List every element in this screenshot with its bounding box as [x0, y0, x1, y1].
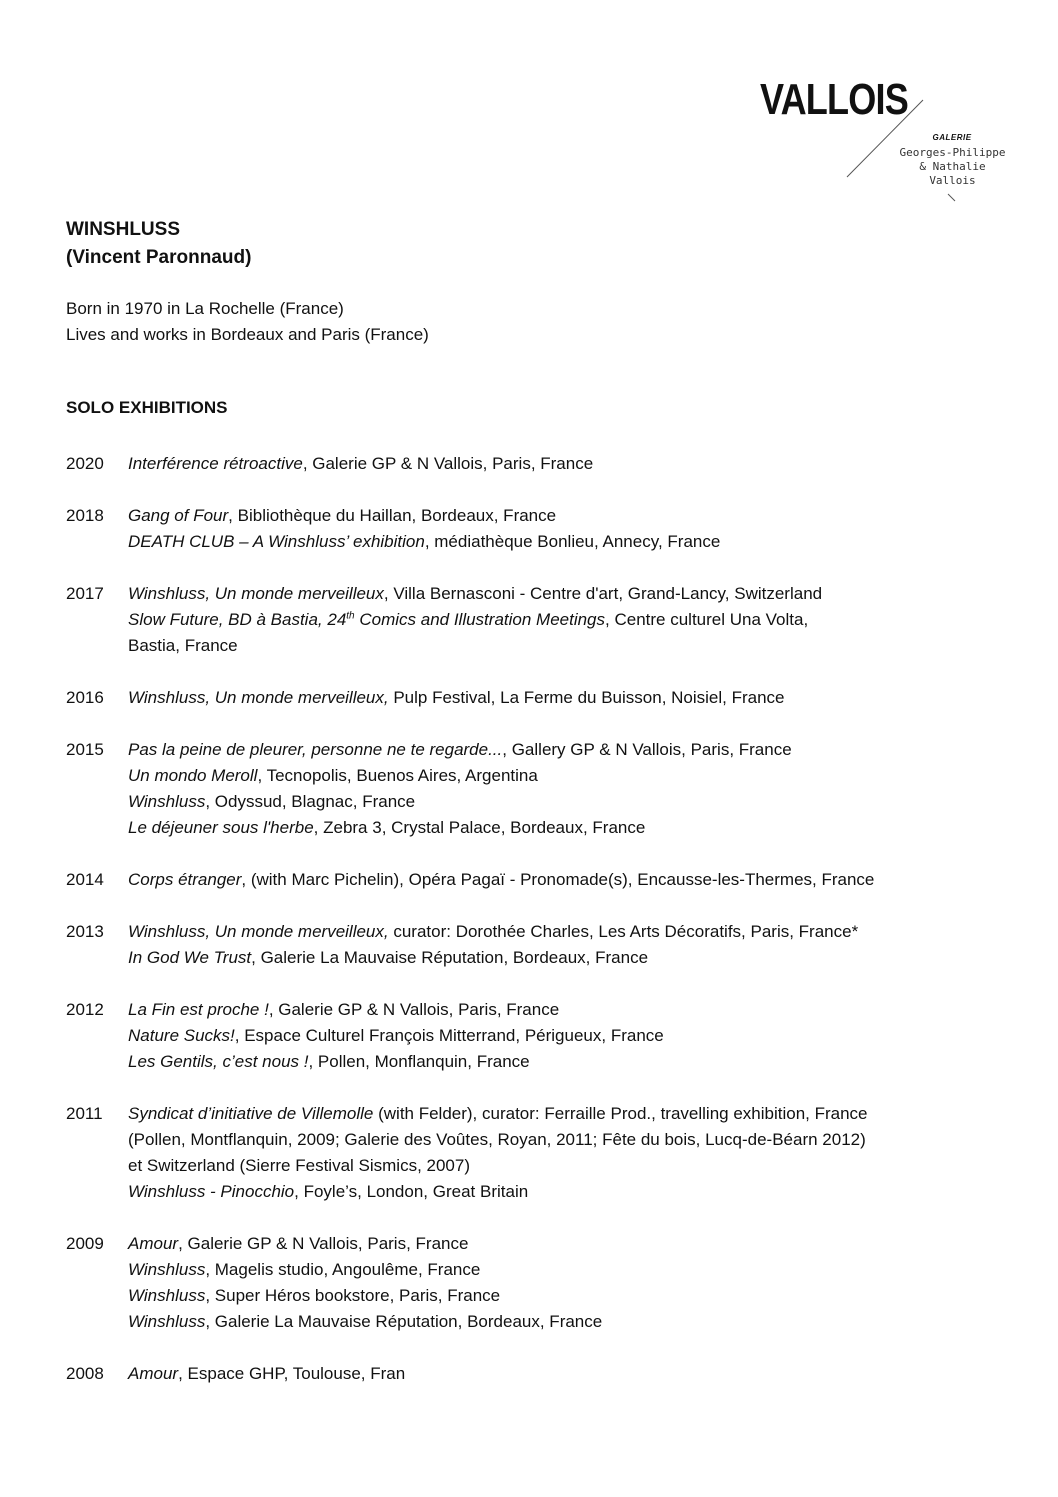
exhibition-details: , Espace GHP, Toulouse, Fran — [178, 1364, 406, 1383]
logo-diagonal-lines — [760, 75, 960, 208]
exhibition-details: , Pollen, Monflanquin, France — [308, 1052, 530, 1071]
exhibition-details: Bastia, France — [128, 636, 238, 655]
exhibition-title: La Fin est proche ! — [128, 1000, 269, 1019]
exhibition-title: In God We Trust — [128, 948, 252, 967]
exhibition-details: , Galerie La Mauvaise Réputation, Bordeaux, France — [251, 948, 649, 967]
logo-line: Georges-Philippe — [899, 146, 1006, 159]
exhibition-details: , Zebra 3, Crystal Palace, Bordeaux, France — [313, 818, 646, 837]
exhibition-details: curator: Dorothée Charles, Les Arts Décoratifs, Paris, France* — [388, 922, 859, 941]
artist-lives: Lives and works in Bordeaux and Paris (France) — [66, 325, 429, 344]
exhibition-year-group — [66, 997, 1036, 1075]
exhibition-item — [128, 1361, 1036, 1387]
exhibition-year: 2017 — [66, 584, 104, 603]
exhibition-item — [128, 789, 1036, 815]
exhibition-item — [128, 763, 1036, 789]
exhibition-item — [128, 867, 1036, 893]
exhibition-title: Syndicat d’initiative de Villemolle — [128, 1104, 374, 1123]
exhibition-year-group — [66, 503, 1036, 555]
artist-born: Born in 1970 in La Rochelle (France) — [66, 299, 344, 318]
exhibition-lines — [128, 1361, 1036, 1387]
exhibition-lines — [128, 737, 1036, 841]
exhibition-lines — [128, 1231, 1036, 1335]
exhibition-item — [128, 607, 1036, 633]
exhibition-title: DEATH CLUB – A Winshluss’ exhibition — [128, 532, 425, 551]
exhibition-title: Amour — [128, 1364, 179, 1383]
exhibition-details: , Galerie GP & N Vallois, Paris, France — [268, 1000, 560, 1019]
exhibition-title: Interférence rétroactive — [128, 454, 303, 473]
exhibition-title: Pas la peine de pleurer, personne ne te regarde... — [128, 740, 503, 759]
exhibition-item — [128, 1283, 1036, 1309]
exhibition-item — [128, 737, 1036, 763]
exhibition-details: , Gallery GP & N Vallois, Paris, France — [502, 740, 792, 759]
exhibition-item — [128, 1257, 1036, 1283]
exhibition-year: 2018 — [66, 506, 104, 525]
exhibition-title: Amour — [128, 1234, 179, 1253]
exhibition-item — [128, 1179, 1036, 1205]
logo-gallery-names — [895, 146, 1010, 188]
exhibition-title: Winshluss - Pinocchio — [128, 1182, 295, 1201]
exhibition-details: Pulp Festival, La Ferme du Buisson, Noisiel, France — [388, 688, 785, 707]
exhibition-lines — [128, 997, 1036, 1075]
exhibition-title: Slow Future, BD à Bastia, 24 — [128, 610, 347, 629]
exhibition-details: , Galerie GP & N Vallois, Paris, France — [178, 1234, 469, 1253]
exhibition-lines — [128, 581, 1036, 659]
ordinal-suffix: th — [346, 610, 355, 622]
logo-line: Vallois — [929, 174, 976, 187]
exhibition-item — [128, 529, 1036, 555]
exhibition-lines — [128, 685, 1036, 711]
logo-line: & Nathalie — [919, 160, 986, 173]
exhibition-year: 2011 — [66, 1104, 103, 1123]
exhibition-details: , médiathèque Bonlieu, Annecy, France — [424, 532, 721, 551]
exhibition-title: Winshluss, Un monde merveilleux — [128, 584, 384, 603]
exhibition-title: Un mondo Meroll — [128, 766, 258, 785]
exhibition-year-group — [66, 737, 1036, 841]
exhibition-details: , Espace Culturel François Mitterrand, Périgueux, France — [234, 1026, 664, 1045]
exhibition-item — [128, 1101, 1036, 1127]
exhibition-year: 2008 — [66, 1364, 104, 1383]
exhibition-item — [128, 1153, 1036, 1179]
exhibition-details: , Tecnopolis, Buenos Aires, Argentina — [257, 766, 538, 785]
exhibition-title: Winshluss — [128, 792, 206, 811]
exhibition-title: Gang of Four — [128, 506, 229, 525]
exhibition-list — [66, 451, 1036, 1413]
logo-galerie-label: GALERIE — [932, 133, 972, 142]
exhibition-item — [128, 503, 1036, 529]
exhibition-lines — [128, 867, 1036, 893]
artist-bio — [66, 296, 429, 348]
exhibition-year: 2009 — [66, 1234, 104, 1253]
exhibition-lines — [128, 1101, 1036, 1205]
exhibition-year-group — [66, 1101, 1036, 1205]
exhibition-year: 2016 — [66, 688, 104, 707]
exhibition-item — [128, 997, 1036, 1023]
exhibition-title: Corps étranger — [128, 870, 242, 889]
exhibition-year-group — [66, 867, 1036, 893]
exhibition-title: Winshluss — [128, 1286, 206, 1305]
exhibition-item — [128, 1231, 1036, 1257]
exhibition-details: , Bibliothèque du Haillan, Bordeaux, France — [228, 506, 557, 525]
exhibition-lines — [128, 919, 1036, 971]
exhibition-details: , Galerie GP & N Vallois, Paris, France — [302, 454, 594, 473]
exhibition-year: 2013 — [66, 922, 104, 941]
section-title: SOLO EXHIBITIONS — [66, 398, 228, 417]
artist-heading — [66, 216, 251, 272]
exhibition-details: , Odyssud, Blagnac, France — [205, 792, 416, 811]
artist-name: WINSHLUSS — [66, 219, 180, 240]
exhibition-year-group — [66, 685, 1036, 711]
exhibition-title: Winshluss — [128, 1260, 206, 1279]
exhibition-year-group — [66, 581, 1036, 659]
exhibition-item — [128, 945, 1036, 971]
exhibition-details: et Switzerland (Sierre Festival Sismics, 2007) — [128, 1156, 471, 1175]
exhibition-details: , Galerie La Mauvaise Réputation, Bordeaux, France — [205, 1312, 603, 1331]
exhibition-year-group — [66, 1231, 1036, 1335]
exhibition-year-group — [66, 919, 1036, 971]
exhibition-item — [128, 685, 1036, 711]
exhibition-item — [128, 581, 1036, 607]
logo-wordmark: VALLOIS — [760, 75, 908, 124]
exhibition-lines — [128, 451, 1036, 477]
exhibition-item — [128, 451, 1036, 477]
exhibition-title-continued: Comics and Illustration Meetings — [354, 610, 606, 629]
exhibition-year: 2012 — [66, 1000, 104, 1019]
exhibition-details: , Magelis studio, Angoulême, France — [205, 1260, 481, 1279]
exhibition-item — [128, 633, 1036, 659]
exhibition-title: Winshluss, Un monde merveilleux, — [128, 688, 389, 707]
exhibition-details: , Villa Bernasconi - Centre d'art, Grand-Lancy, Switzerland — [383, 584, 823, 603]
exhibition-year: 2015 — [66, 740, 104, 759]
exhibition-details: , Foyle’s, London, Great Britain — [294, 1182, 529, 1201]
exhibition-details: , Super Héros bookstore, Paris, France — [205, 1286, 501, 1305]
exhibition-item — [128, 919, 1036, 945]
exhibition-year: 2020 — [66, 454, 104, 473]
exhibition-lines — [128, 503, 1036, 555]
exhibition-title: Les Gentils, c’est nous ! — [128, 1052, 309, 1071]
exhibition-year-group — [66, 451, 1036, 477]
exhibition-item — [128, 1023, 1036, 1049]
exhibition-details: (with Felder), curator: Ferraille Prod., travelling exhibition, France — [373, 1104, 868, 1123]
exhibition-title: Winshluss — [128, 1312, 206, 1331]
exhibition-details: , Centre culturel Una Volta, — [605, 610, 809, 629]
exhibition-title: Nature Sucks! — [128, 1026, 235, 1045]
exhibition-details: , (with Marc Pichelin), Opéra Pagaï - Pronomade(s), Encausse-les-Thermes, France — [241, 870, 875, 889]
exhibition-details: (Pollen, Montflanquin, 2009; Galerie des Voûtes, Royan, 2011; Fête du bois, Lucq-de-Béarn 2012) — [128, 1130, 866, 1149]
exhibition-title: Le déjeuner sous l'herbe — [128, 818, 314, 837]
gallery-logo — [760, 75, 1006, 208]
exhibition-year: 2014 — [66, 870, 104, 889]
exhibition-year-group — [66, 1361, 1036, 1387]
exhibition-item — [128, 1049, 1036, 1075]
artist-real-name: (Vincent Paronnaud) — [66, 247, 252, 268]
exhibition-title: Winshluss, Un monde merveilleux, — [128, 922, 389, 941]
exhibition-item — [128, 1127, 1036, 1153]
exhibition-item — [128, 815, 1036, 841]
exhibition-item — [128, 1309, 1036, 1335]
